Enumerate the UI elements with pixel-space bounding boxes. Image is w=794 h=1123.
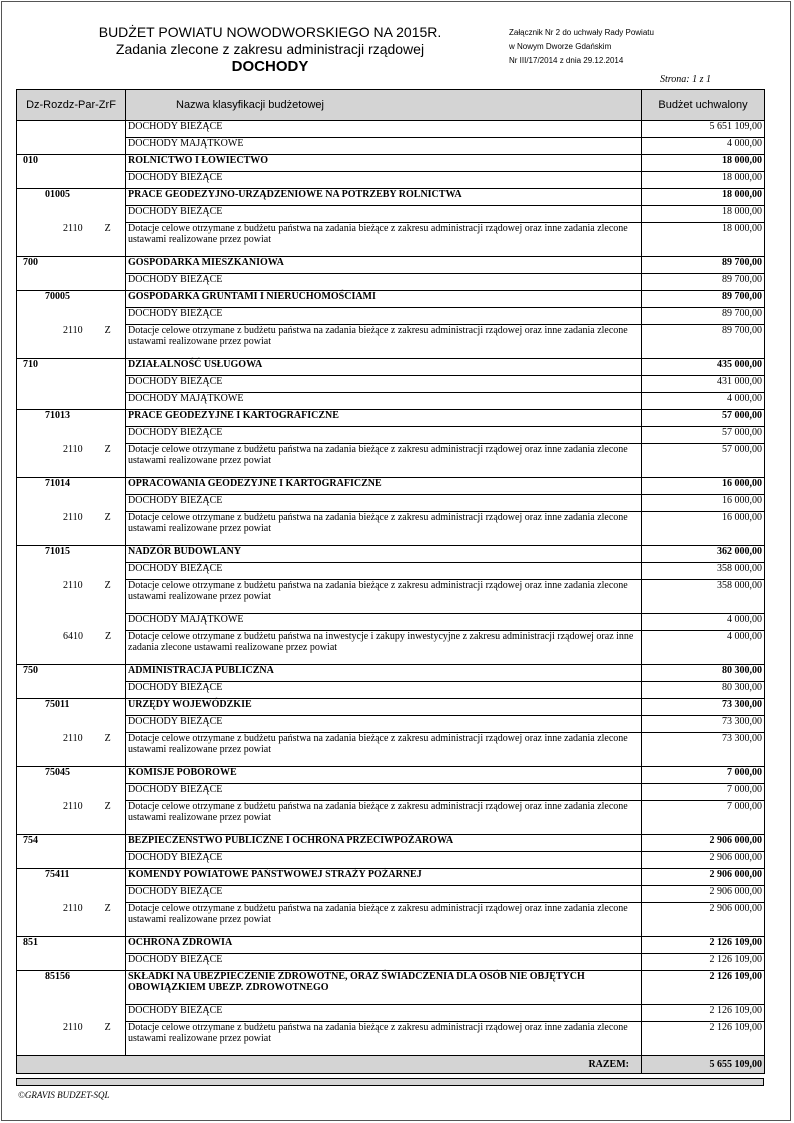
- row-name: DOCHODY BIEŻĄCE: [126, 563, 642, 580]
- footer-copyright: ©GRAVIS BUDZET-SQL: [18, 1090, 110, 1100]
- budget-table: [16, 89, 765, 1074]
- row-code: [17, 393, 126, 410]
- classification-code: 75411: [45, 869, 70, 880]
- row-name: Dotacje celowe otrzymane z budżetu państwa na zadania bieżące z zakresu administracji rządowej oraz inne zadania zlecone ustawami realizowane przez powiat: [126, 444, 642, 478]
- table-row: [17, 954, 765, 971]
- row-amount: 2 126 109,00: [642, 937, 765, 954]
- row-name: SKŁADKI NA UBEZPIECZENIE ZDROWOTNE, ORAZ ŚWIADCZENIA DLA OSÓB NIE OBJĘTYCH OBOWIĄZKIEM UBEZP. ZDROWOTNEGO: [126, 971, 642, 1005]
- row-code: [17, 257, 126, 274]
- row-code: [17, 206, 126, 223]
- row-code: [17, 852, 126, 869]
- table-row: [17, 172, 765, 189]
- table-row: [17, 325, 765, 359]
- row-amount: 57 000,00: [642, 427, 765, 444]
- table-row: [17, 835, 765, 852]
- row-name: ADMINISTRACJA PUBLICZNA: [126, 665, 642, 682]
- row-name: DOCHODY BIEŻĄCE: [126, 172, 642, 189]
- row-amount: 5 651 109,00: [642, 121, 765, 138]
- total-label: RAZEM:: [588, 1059, 629, 1070]
- row-name: DZIAŁALNOŚĆ USŁUGOWA: [126, 359, 642, 376]
- row-name: OCHRONA ZDROWIA: [126, 937, 642, 954]
- table-row: [17, 478, 765, 495]
- row-name: PRACE GEODEZYJNO-URZĄDZENIOWE NA POTRZEBY ROLNICTWA: [126, 189, 642, 206]
- document-title-block: [60, 24, 480, 76]
- row-code: [17, 801, 126, 835]
- row-code: [17, 716, 126, 733]
- row-name: OPRACOWANIA GEODEZYJNE I KARTOGRAFICZNE: [126, 478, 642, 495]
- row-code: [17, 546, 126, 563]
- table-row: [17, 733, 765, 767]
- row-code: [17, 495, 126, 512]
- row-code: [17, 614, 126, 631]
- row-amount: 2 906 000,00: [642, 835, 765, 852]
- table-row: [17, 852, 765, 869]
- table-row: [17, 716, 765, 733]
- document-title: BUDŻET POWIATU NOWODWORSKIEGO NA 2015R.: [98, 24, 442, 40]
- row-amount: 362 000,00: [642, 546, 765, 563]
- table-row: [17, 495, 765, 512]
- table-row: [17, 937, 765, 954]
- table-row: [17, 189, 765, 206]
- classification-code: 2110: [63, 902, 83, 914]
- financing-source-code: Z: [104, 800, 111, 812]
- row-code: [17, 665, 126, 682]
- row-name: Dotacje celowe otrzymane z budżetu państwa na zadania bieżące z zakresu administracji rządowej oraz inne zadania zlecone ustawami realizowane przez powiat: [126, 325, 642, 359]
- row-name: BEZPIECZEŃSTWO PUBLICZNE I OCHRONA PRZECIWPOŻAROWA: [126, 835, 642, 852]
- row-code: [17, 308, 126, 325]
- row-name: Dotacje celowe otrzymane z budżetu państwa na zadania bieżące z zakresu administracji rządowej oraz inne zadania zlecone ustawami realizowane przez powiat: [126, 733, 642, 767]
- row-amount: 89 700,00: [642, 308, 765, 325]
- row-name: DOCHODY BIEŻĄCE: [126, 682, 642, 699]
- row-amount: 2 126 109,00: [642, 954, 765, 971]
- row-code: [17, 886, 126, 903]
- row-name: NADZÓR BUDOWLANY: [126, 546, 642, 563]
- classification-code: 2110: [63, 511, 83, 523]
- classification-code: 71014: [45, 478, 70, 489]
- row-amount: 16 000,00: [642, 495, 765, 512]
- table-row: [17, 869, 765, 886]
- row-amount: 89 700,00: [642, 274, 765, 291]
- row-amount: 57 000,00: [642, 410, 765, 427]
- row-code: [17, 937, 126, 954]
- row-amount: 4 000,00: [642, 614, 765, 631]
- classification-code: 85156: [45, 971, 70, 982]
- table-row: [17, 784, 765, 801]
- table-row: [17, 121, 765, 138]
- table-row: [17, 1022, 765, 1056]
- row-code: [17, 359, 126, 376]
- row-amount: 7 000,00: [642, 767, 765, 784]
- table-row: [17, 393, 765, 410]
- row-code: [17, 784, 126, 801]
- row-code: [17, 903, 126, 937]
- table-row: [17, 274, 765, 291]
- row-amount: 18 000,00: [642, 189, 765, 206]
- row-name: Dotacje celowe otrzymane z budżetu państwa na zadania bieżące z zakresu administracji rządowej oraz inne zadania zlecone ustawami realizowane przez powiat: [126, 223, 642, 257]
- attachment-note-line1: Załącznik Nr 2 do uchwały Rady Powiatu: [509, 28, 654, 37]
- classification-code: 2110: [63, 443, 83, 455]
- row-amount: 358 000,00: [642, 580, 765, 614]
- row-amount: 431 000,00: [642, 376, 765, 393]
- row-code: [17, 733, 126, 767]
- financing-source-code: Z: [105, 630, 112, 642]
- row-code: [17, 410, 126, 427]
- row-name: DOCHODY BIEŻĄCE: [126, 852, 642, 869]
- classification-code: 2110: [63, 324, 83, 336]
- row-name: DOCHODY BIEŻĄCE: [126, 1005, 642, 1022]
- row-code: [17, 274, 126, 291]
- classification-code: 6410: [63, 630, 83, 642]
- row-code: [17, 478, 126, 495]
- row-amount: 16 000,00: [642, 512, 765, 546]
- table-row: [17, 308, 765, 325]
- table-row: [17, 376, 765, 393]
- financing-source-code: Z: [104, 324, 111, 336]
- row-code: [17, 121, 126, 138]
- row-code: [17, 869, 126, 886]
- row-name: DOCHODY MAJĄTKOWE: [126, 393, 642, 410]
- row-code: [17, 563, 126, 580]
- bottom-bar: [16, 1078, 764, 1086]
- row-amount: 16 000,00: [642, 478, 765, 495]
- row-code: [17, 444, 126, 478]
- row-amount: 2 906 000,00: [642, 886, 765, 903]
- table-header-row: [17, 90, 765, 121]
- table-row: [17, 359, 765, 376]
- table-row: [17, 444, 765, 478]
- classification-code: 2110: [63, 222, 83, 234]
- column-header-name: Nazwa klasyfikacji budżetowej: [126, 90, 642, 121]
- attachment-note: [509, 26, 654, 68]
- row-code: [17, 325, 126, 359]
- row-name: DOCHODY BIEŻĄCE: [126, 308, 642, 325]
- financing-source-code: Z: [104, 732, 111, 744]
- row-amount: 73 300,00: [642, 716, 765, 733]
- table-row: [17, 546, 765, 563]
- row-code: [17, 699, 126, 716]
- row-name: Dotacje celowe otrzymane z budżetu państwa na zadania bieżące z zakresu administracji rządowej oraz inne zadania zlecone ustawami realizowane przez powiat: [126, 1022, 642, 1056]
- row-amount: 358 000,00: [642, 563, 765, 580]
- row-code: [17, 291, 126, 308]
- row-name: DOCHODY BIEŻĄCE: [126, 954, 642, 971]
- row-name: URZĘDY WOJEWÓDZKIE: [126, 699, 642, 716]
- row-name: PRACE GEODEZYJNE I KARTOGRAFICZNE: [126, 410, 642, 427]
- table-row: [17, 291, 765, 308]
- classification-code: 75045: [45, 767, 70, 778]
- table-row: [17, 886, 765, 903]
- row-amount: 2 906 000,00: [642, 903, 765, 937]
- row-code: [17, 138, 126, 155]
- row-amount: 7 000,00: [642, 801, 765, 835]
- document-subtitle: Zadania zlecone z zakresu administracji rządowej: [115, 41, 425, 57]
- table-row: [17, 631, 765, 665]
- row-code: [17, 954, 126, 971]
- row-code: [17, 1022, 126, 1056]
- row-amount: 2 126 109,00: [642, 1005, 765, 1022]
- row-name: DOCHODY MAJĄTKOWE: [126, 614, 642, 631]
- row-code: [17, 512, 126, 546]
- attachment-note-line2: w Nowym Dworze Gdańskim: [509, 42, 612, 51]
- classification-code: 71013: [45, 410, 70, 421]
- row-amount: 18 000,00: [642, 172, 765, 189]
- table-body: [17, 121, 765, 1056]
- classification-code: 700: [23, 257, 38, 268]
- row-name: DOCHODY BIEŻĄCE: [126, 886, 642, 903]
- classification-code: 71015: [45, 546, 70, 557]
- classification-code: 2110: [63, 1021, 83, 1033]
- row-amount: 80 300,00: [642, 682, 765, 699]
- row-amount: 89 700,00: [642, 257, 765, 274]
- page-number: Strona: 1 z 1: [660, 74, 712, 85]
- row-amount: 18 000,00: [642, 155, 765, 172]
- row-code: [17, 376, 126, 393]
- row-amount: 2 906 000,00: [642, 869, 765, 886]
- row-amount: 4 000,00: [642, 631, 765, 665]
- row-amount: 57 000,00: [642, 444, 765, 478]
- table-row: [17, 801, 765, 835]
- financing-source-code: Z: [104, 511, 111, 523]
- total-row: [17, 1056, 765, 1074]
- row-name: DOCHODY BIEŻĄCE: [126, 206, 642, 223]
- row-name: Dotacje celowe otrzymane z budżetu państwa na zadania bieżące z zakresu administracji rządowej oraz inne zadania zlecone ustawami realizowane przez powiat: [126, 512, 642, 546]
- row-name: DOCHODY BIEŻĄCE: [126, 495, 642, 512]
- table-row: [17, 665, 765, 682]
- row-amount: 2 906 000,00: [642, 852, 765, 869]
- row-amount: 4 000,00: [642, 138, 765, 155]
- row-code: [17, 155, 126, 172]
- table-row: [17, 971, 765, 1005]
- financing-source-code: Z: [104, 443, 111, 455]
- row-code: [17, 971, 126, 1005]
- row-amount: 2 126 109,00: [642, 1022, 765, 1056]
- row-amount: 435 000,00: [642, 359, 765, 376]
- row-name: DOCHODY BIEŻĄCE: [126, 376, 642, 393]
- table-row: [17, 1005, 765, 1022]
- row-amount: 18 000,00: [642, 206, 765, 223]
- row-name: DOCHODY BIEŻĄCE: [126, 784, 642, 801]
- classification-code: 75011: [45, 699, 70, 710]
- row-code: [17, 172, 126, 189]
- row-name: DOCHODY BIEŻĄCE: [126, 427, 642, 444]
- row-code: [17, 767, 126, 784]
- row-name: GOSPODARKA GRUNTAMI I NIERUCHOMOŚCIAMI: [126, 291, 642, 308]
- table-row: [17, 682, 765, 699]
- row-name: KOMENDY POWIATOWE PAŃSTWOWEJ STRAŻY POŻARNEJ: [126, 869, 642, 886]
- row-name: Dotacje celowe otrzymane z budżetu państwa na zadania bieżące z zakresu administracji rządowej oraz inne zadania zlecone ustawami realizowane przez powiat: [126, 801, 642, 835]
- table-row: [17, 699, 765, 716]
- classification-code: 710: [23, 359, 38, 370]
- row-code: [17, 189, 126, 206]
- table-row: [17, 512, 765, 546]
- classification-code: 2110: [63, 732, 83, 744]
- financing-source-code: Z: [104, 579, 111, 591]
- row-amount: 73 300,00: [642, 733, 765, 767]
- classification-code: 2110: [63, 800, 83, 812]
- table-row: [17, 580, 765, 614]
- section-title: DOCHODY: [231, 58, 309, 75]
- financing-source-code: Z: [104, 902, 111, 914]
- table-row: [17, 155, 765, 172]
- row-name: DOCHODY BIEŻĄCE: [126, 274, 642, 291]
- table-row: [17, 903, 765, 937]
- row-name: Dotacje celowe otrzymane z budżetu państwa na inwestycje i zakupy inwestycyjne z zakresu administracji rządowej oraz inne zadania zlecone ustawami realizowane przez powiat: [126, 631, 642, 665]
- table-row: [17, 206, 765, 223]
- column-header-code: Dz-Rozdz-Par-ZrF: [17, 90, 126, 121]
- row-amount: 7 000,00: [642, 784, 765, 801]
- row-code: [17, 682, 126, 699]
- row-amount: 2 126 109,00: [642, 971, 765, 1005]
- row-code: [17, 580, 126, 614]
- table-row: [17, 223, 765, 257]
- row-code: [17, 223, 126, 257]
- row-amount: 18 000,00: [642, 223, 765, 257]
- table-row: [17, 410, 765, 427]
- row-code: [17, 631, 126, 665]
- attachment-note-line3: Nr III/17/2014 z dnia 29.12.2014: [509, 56, 624, 65]
- classification-code: 750: [23, 665, 38, 676]
- row-name: ROLNICTWO I ŁOWIECTWO: [126, 155, 642, 172]
- row-name: KOMISJE POBOROWE: [126, 767, 642, 784]
- row-name: Dotacje celowe otrzymane z budżetu państwa na zadania bieżące z zakresu administracji rządowej oraz inne zadania zlecone ustawami realizowane przez powiat: [126, 580, 642, 614]
- financing-source-code: Z: [104, 1021, 111, 1033]
- row-amount: 73 300,00: [642, 699, 765, 716]
- row-amount: 4 000,00: [642, 393, 765, 410]
- table-row: [17, 563, 765, 580]
- row-name: DOCHODY BIEŻĄCE: [126, 716, 642, 733]
- row-amount: 89 700,00: [642, 325, 765, 359]
- row-code: [17, 427, 126, 444]
- row-code: [17, 835, 126, 852]
- classification-code: 70005: [45, 291, 70, 302]
- table-row: [17, 138, 765, 155]
- row-amount: 80 300,00: [642, 665, 765, 682]
- table-row: [17, 427, 765, 444]
- row-name: DOCHODY MAJĄTKOWE: [126, 138, 642, 155]
- classification-code: 851: [23, 937, 38, 948]
- financing-source-code: Z: [104, 222, 111, 234]
- table-row: [17, 257, 765, 274]
- total-amount: 5 655 109,00: [642, 1056, 765, 1074]
- classification-code: 754: [23, 835, 38, 846]
- row-name: GOSPODARKA MIESZKANIOWA: [126, 257, 642, 274]
- row-name: DOCHODY BIEŻĄCE: [126, 121, 642, 138]
- table-row: [17, 614, 765, 631]
- row-code: [17, 1005, 126, 1022]
- classification-code: 01005: [45, 189, 70, 200]
- table-row: [17, 767, 765, 784]
- total-spacer: [17, 1056, 642, 1074]
- column-header-amount: Budżet uchwalony: [642, 90, 765, 121]
- row-amount: 89 700,00: [642, 291, 765, 308]
- classification-code: 2110: [63, 579, 83, 591]
- row-name: Dotacje celowe otrzymane z budżetu państwa na zadania bieżące z zakresu administracji rządowej oraz inne zadania zlecone ustawami realizowane przez powiat: [126, 903, 642, 937]
- classification-code: 010: [23, 155, 38, 166]
